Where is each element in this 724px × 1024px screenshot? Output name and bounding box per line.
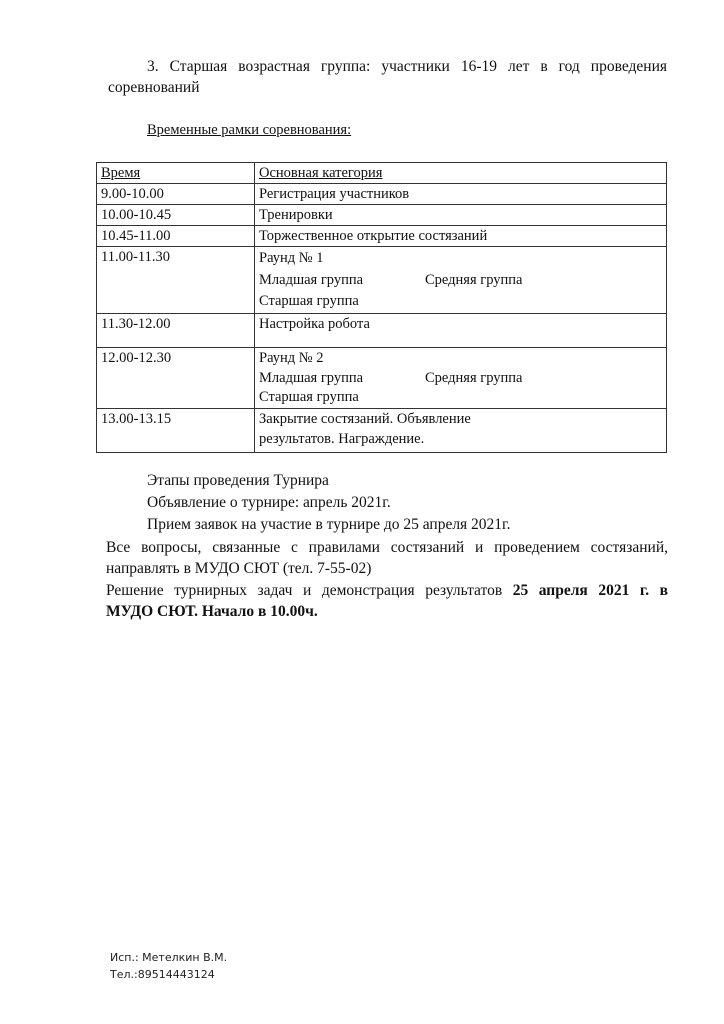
row-category: Настройка робота	[255, 314, 667, 348]
questions-line-1: Все вопросы, связанные с правилами состязаний и проведением состязаний,	[106, 539, 668, 556]
row-time: 13.00-13.15	[97, 409, 255, 453]
footer-phone: Тел.:89514443124	[110, 968, 215, 981]
table-row	[97, 409, 667, 453]
round-title: Раунд № 2	[259, 350, 324, 366]
footer-executor: Исп.: Метелкин В.М.	[110, 951, 228, 964]
row-category: Тренировки	[255, 205, 667, 226]
junior-group: Младшая группа	[259, 370, 364, 386]
row-time: 10.00-10.45	[97, 205, 255, 226]
row-category	[255, 348, 667, 409]
row-category: Торжественное открытие состязаний	[255, 226, 667, 247]
closing-line-2: результатов. Награждение.	[259, 431, 425, 447]
table-row	[97, 247, 667, 314]
row-time: 11.00-11.30	[97, 247, 255, 314]
questions-line-2: направлять в МУДО СЮТ (тел. 7-55-02)	[106, 560, 372, 577]
header-time: Время	[97, 163, 255, 184]
table-row	[97, 314, 667, 348]
table-row	[97, 348, 667, 409]
table-row	[97, 226, 667, 247]
middle-group: Средняя группа	[425, 370, 523, 386]
stages-applications: Прием заявок на участие в турнире до 25 апреля 2021г.	[147, 516, 511, 533]
round-title: Раунд № 1	[259, 250, 324, 266]
schedule-table	[96, 162, 667, 453]
middle-group: Средняя группа	[425, 272, 523, 288]
stages-title: Этапы проведения Турнира	[147, 472, 329, 489]
closing-line-1: Закрытие состязаний. Объявление	[259, 411, 471, 427]
row-time: 10.45-11.00	[97, 226, 255, 247]
solution-text: Решение турнирных задач и демонстрация результатов	[106, 582, 513, 599]
table-caption: Временные рамки соревнования:	[147, 122, 352, 138]
header-category: Основная категория	[255, 163, 667, 184]
junior-group: Младшая группа	[259, 272, 364, 288]
senior-group: Старшая группа	[259, 389, 359, 405]
intro-line-2: соревнований	[108, 79, 200, 96]
stages-announce: Объявление о турнире: апрель 2021г.	[147, 494, 391, 511]
row-time: 12.00-12.30	[97, 348, 255, 409]
solution-date: 25 апреля 2021 г. в	[512, 582, 668, 599]
row-time: 11.30-12.00	[97, 314, 255, 348]
row-time: 9.00-10.00	[97, 184, 255, 205]
table-header-row	[97, 163, 667, 184]
solution-line-2: МУДО СЮТ. Начало в 10.00ч.	[106, 603, 318, 620]
row-category	[255, 247, 667, 314]
table-row	[97, 205, 667, 226]
table-row	[97, 184, 667, 205]
senior-group: Старшая группа	[259, 293, 359, 309]
intro-line-1: 3. Старшая возрастная группа: участники 16-19 лет в год проведения	[147, 58, 667, 75]
solution-line-1	[106, 580, 668, 601]
row-category: Регистрация участников	[255, 184, 667, 205]
row-category	[255, 409, 667, 453]
